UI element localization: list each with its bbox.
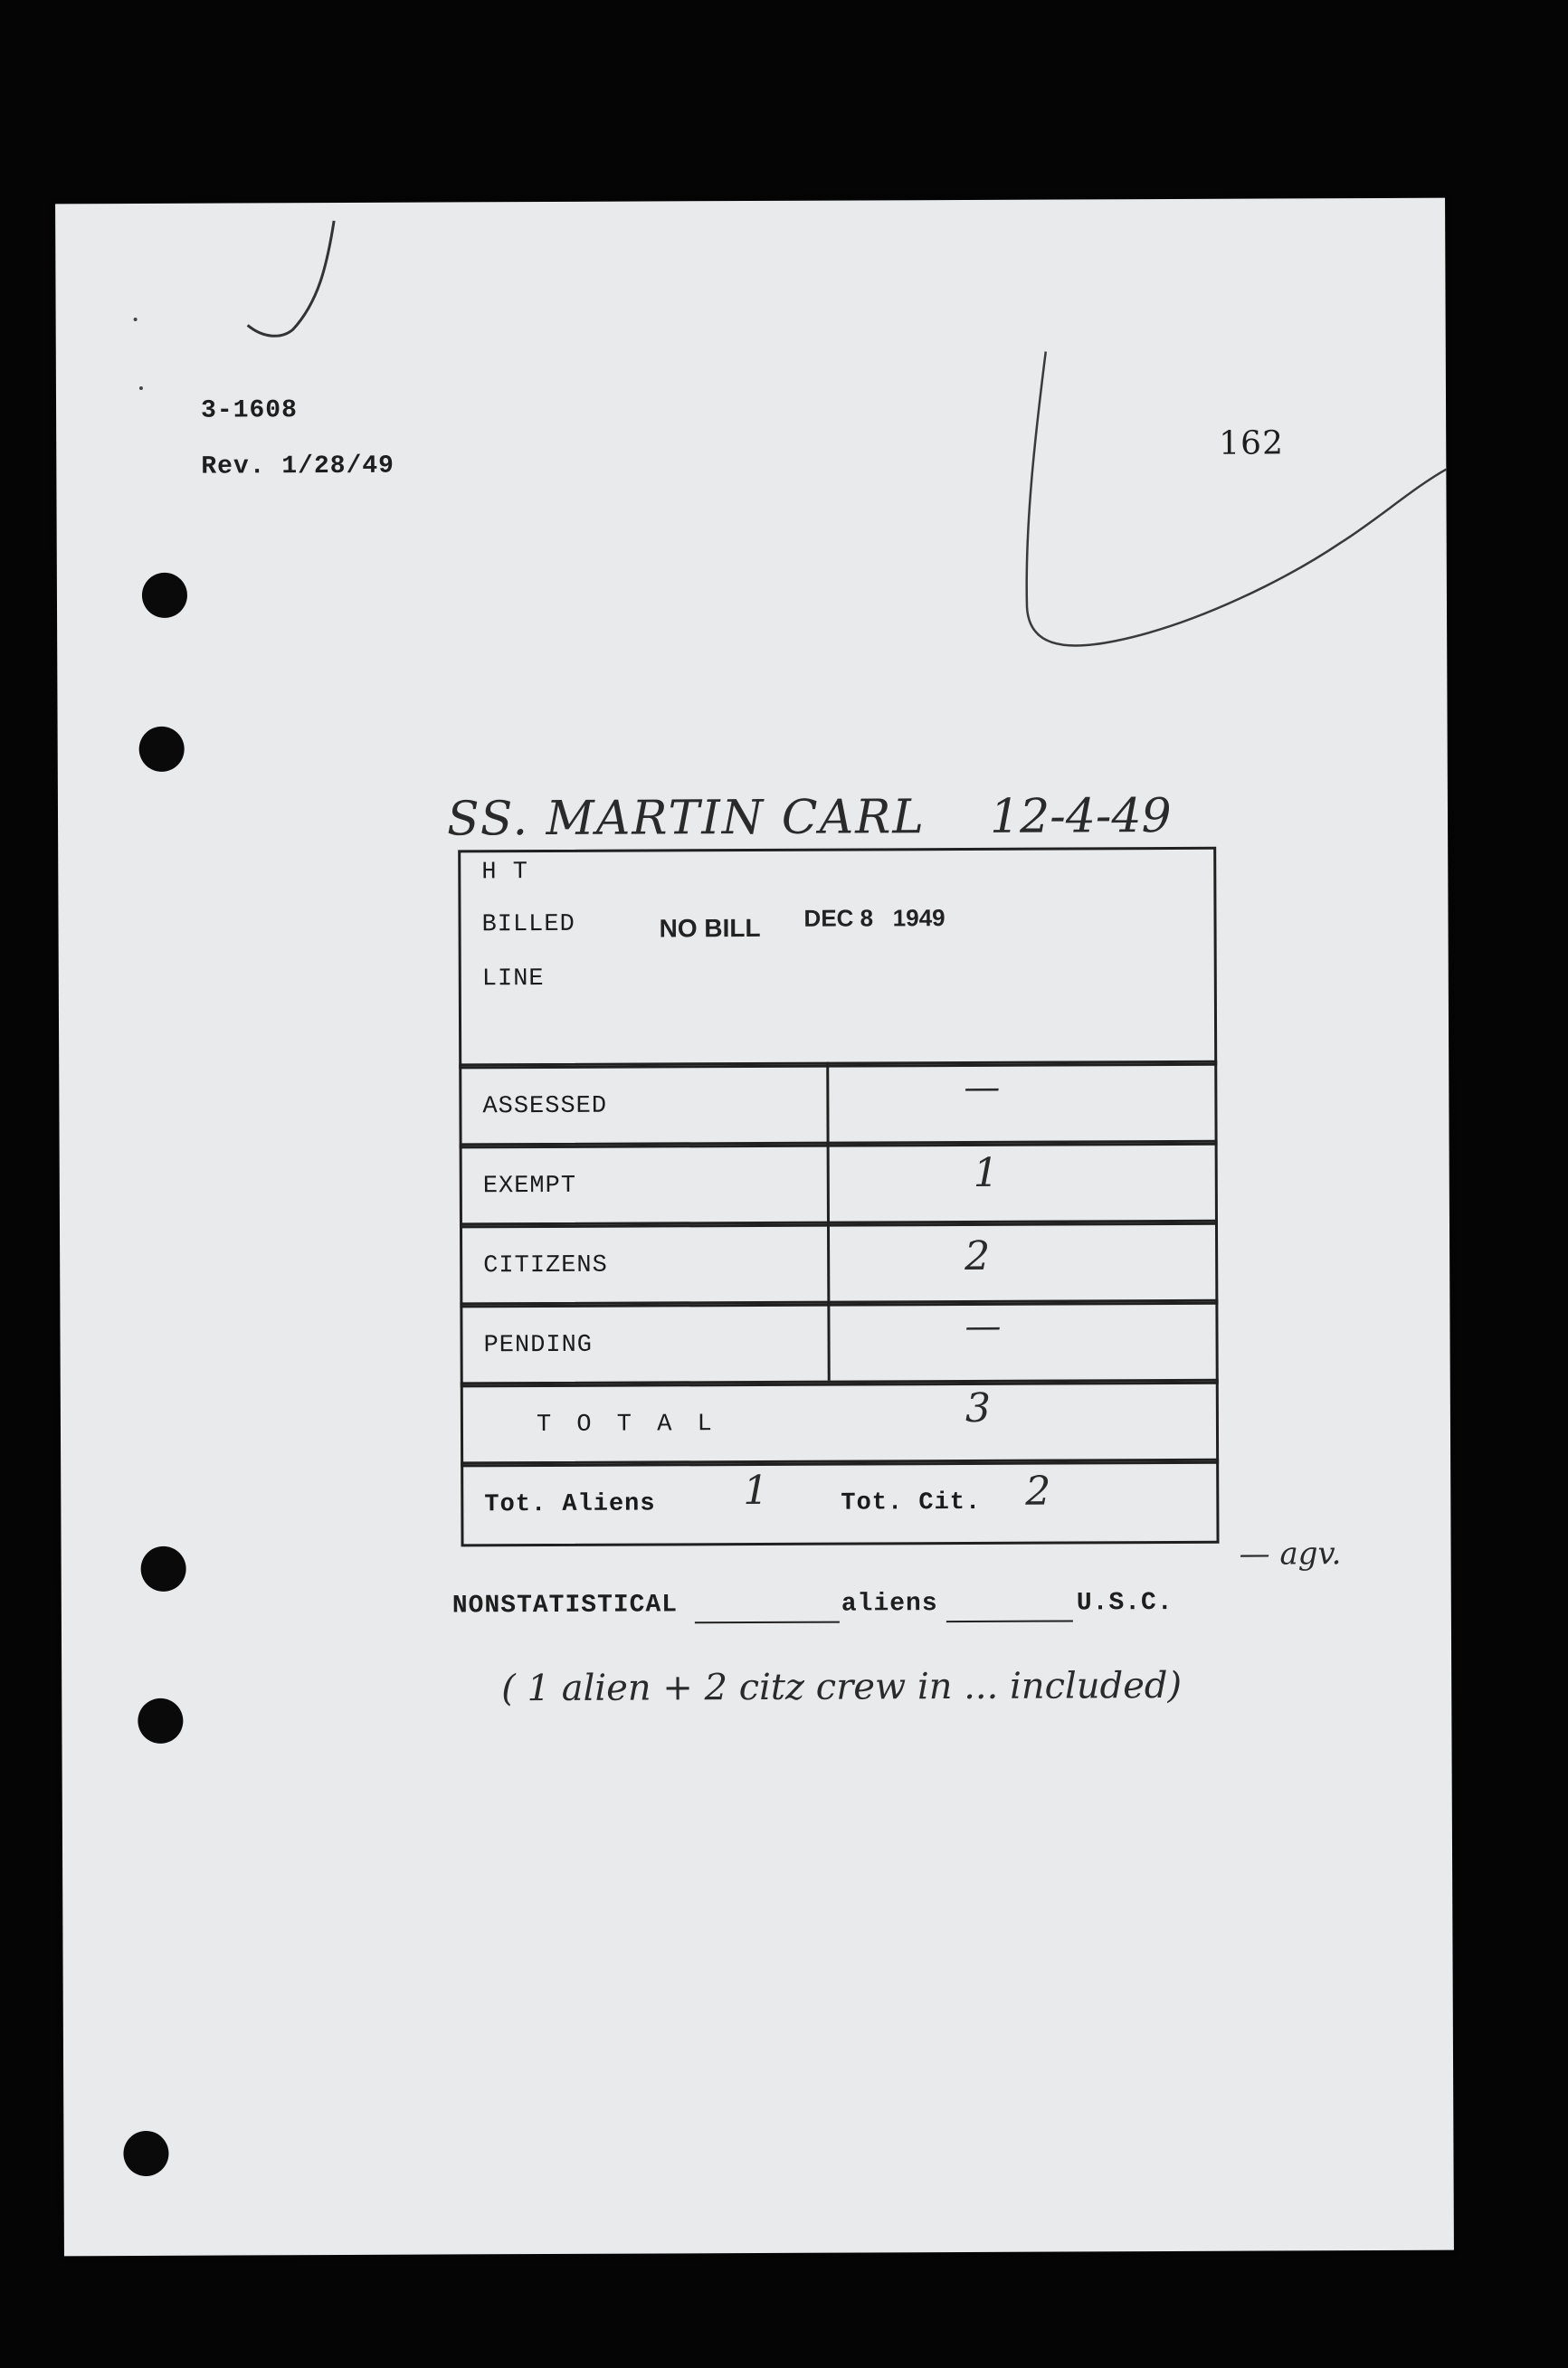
tot-aliens-label: Tot. Aliens <box>484 1490 656 1519</box>
aliens-label: aliens <box>841 1590 938 1619</box>
row-label: EXEMPT <box>482 1172 577 1201</box>
nonstatistical-label: NONSTATISTICAL <box>451 1591 679 1621</box>
ht-label: H T <box>481 859 528 887</box>
row-value: 1 <box>973 1149 999 1196</box>
tot-cit-value: 2 <box>1025 1468 1051 1515</box>
page-number: 162 <box>1219 424 1285 462</box>
row-value: — <box>965 1305 1002 1347</box>
punch-hole-3 <box>141 1546 186 1592</box>
billed-label: BILLED <box>481 910 575 939</box>
tot-aliens-value: 1 <box>743 1467 769 1515</box>
punch-hole-5 <box>123 2131 168 2176</box>
total-value: 3 <box>965 1384 991 1431</box>
initials-note: — agv. <box>1239 1536 1342 1573</box>
row-label: CITIZENS <box>483 1251 608 1280</box>
row-value: — <box>964 1066 1001 1108</box>
no-bill-stamp: NO BILL <box>659 913 761 943</box>
date-stamp: DEC 8 1949 <box>803 904 946 932</box>
check-mark-top <box>247 221 335 336</box>
punch-hole-4 <box>138 1698 183 1744</box>
total-label: T O T A L <box>536 1411 717 1440</box>
check-mark-large <box>1026 350 1448 646</box>
row-label: ASSESSED <box>482 1092 608 1121</box>
document-page <box>55 198 1454 2257</box>
handwritten-note: ( 1 alien + 2 citz crew in ... included) <box>501 1664 1183 1710</box>
vessel-name: SS. MARTIN CARL <box>446 790 927 847</box>
tot-cit-label: Tot. Cit. <box>841 1488 982 1517</box>
form-revision: Rev. 1/28/49 <box>201 452 395 481</box>
punch-hole-2 <box>139 727 185 772</box>
usc-label: U.S.C. <box>1076 1588 1174 1618</box>
line-label: LINE <box>481 965 545 994</box>
form-number: 3-1608 <box>200 396 298 425</box>
row-label: PENDING <box>483 1331 594 1360</box>
row-value: 2 <box>965 1232 991 1279</box>
punch-hole-1 <box>142 573 187 618</box>
handwritten-date: 12-4-49 <box>989 788 1172 844</box>
header-box <box>458 847 1217 1070</box>
